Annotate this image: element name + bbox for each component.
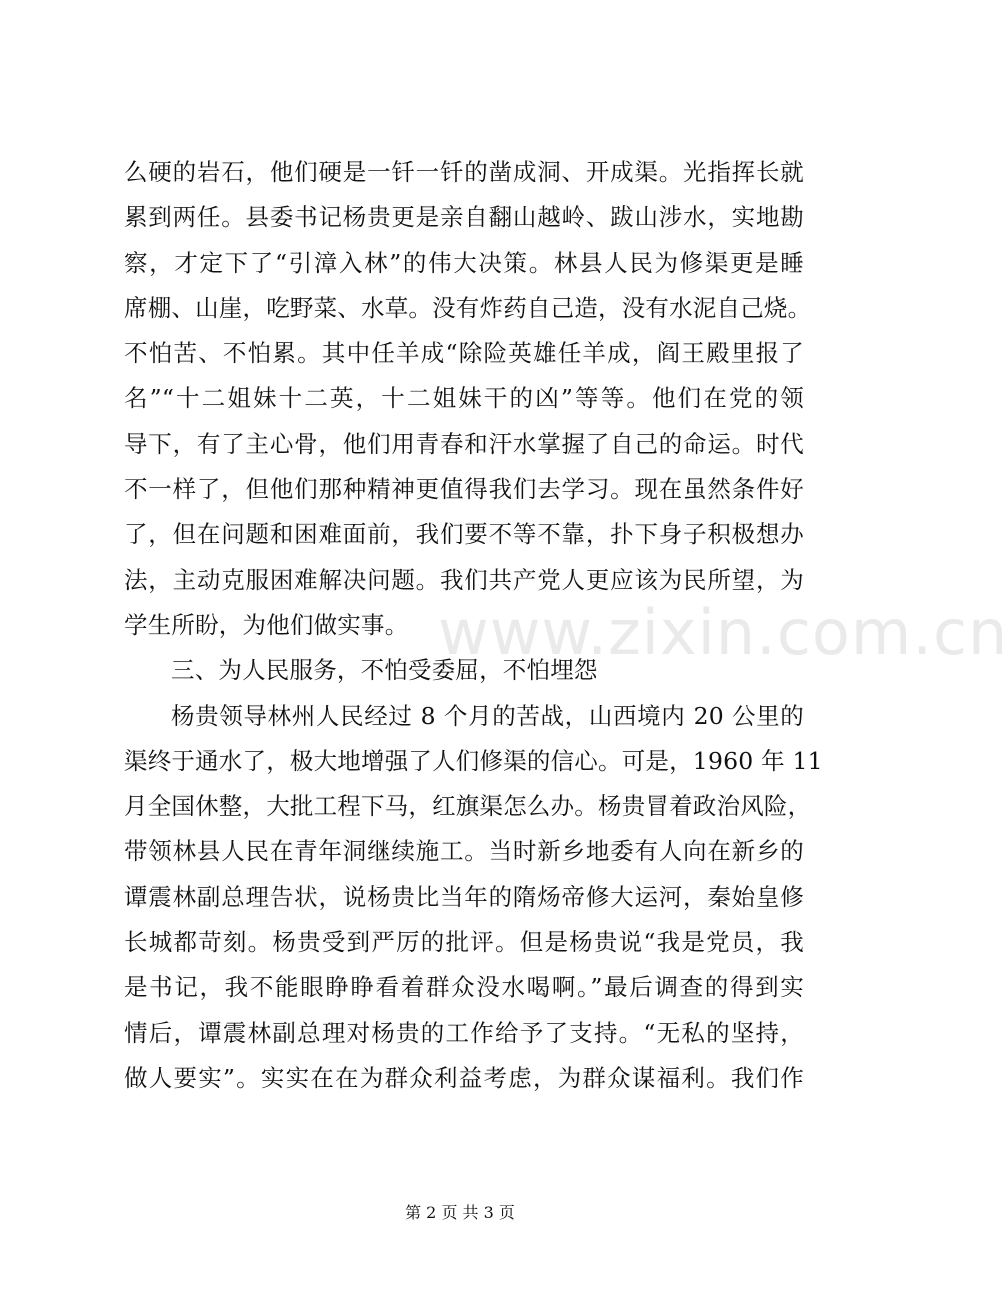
text-line: 累到两任。县委书记杨贵更是亲自翻山越岭、跋山涉水，实地勘 [124, 203, 804, 232]
body-text [124, 150, 823, 1101]
text-line: 不一样了，但他们那种精神更值得我们去学习。现在虽然条件好 [124, 475, 804, 504]
text-line: 渠终于通水了，极大地增强了人们修渠的信心。可是，1960 年 11 [124, 746, 823, 775]
text-line: 带领林县人民在青年洞继续施工。当时新乡地委有人向在新乡的 [124, 837, 804, 866]
text-line: 么硬的岩石，他们硬是一钎一钎的凿成洞、开成渠。光指挥长就 [124, 158, 804, 186]
text-line: 名”“十二姐妹十二英，十二姐妹干的凶”等等。他们在党的领 [124, 384, 804, 413]
page-number-footer: 第 2 页 共 3 页 [405, 1203, 515, 1222]
text-line: 情后，谭震林副总理对杨贵的工作给予了支持。“无私的坚持， [124, 1018, 804, 1047]
text-line: 法，主动克服困难解决问题。我们共产党人更应该为民所望，为 [124, 565, 804, 594]
text-line: 是书记，我不能眼睁睁看着群众没水喝啊。”最后调查的得到实 [124, 973, 804, 1002]
text-line: 杨贵领导林州人民经过 8 个月的苦战，山西境内 20 公里的 [171, 701, 804, 730]
text-line: 导下，有了主心骨，他们用青春和汗水掌握了自己的命运。时代 [124, 429, 804, 458]
text-line: 了，但在问题和困难面前，我们要不等不靠，扑下身子积极想办 [124, 520, 804, 549]
watermark: www.zixin.com.cn [438, 596, 1008, 669]
section-heading: 三、为人民服务，不怕受委屈，不怕埋怨 [171, 656, 598, 685]
text-line: 做人要实”。实实在在为群众利益考虑，为群众谋福利。我们作 [124, 1063, 804, 1092]
text-line: 月全国休整，大批工程下马，红旗渠怎么办。杨贵冒着政治风险， [124, 792, 812, 821]
text-line: 长城都苛刻。杨贵受到严厉的批评。但是杨贵说“我是党员，我 [124, 928, 804, 957]
text-line: 不怕苦、不怕累。其中任羊成“除险英雄任羊成，阎王殿里报了 [124, 339, 804, 368]
text-line: 席棚、山崖，吃野菜、水草。没有炸药自己造，没有水泥自己烧。 [124, 293, 812, 322]
text-line: 谭震林副总理告状，说杨贵比当年的隋炀帝修大运河，秦始皇修 [124, 882, 804, 911]
text-line: 察，才定下了“引漳入林”的伟大决策。林县人民为修渠更是睡 [124, 248, 804, 277]
text-line: 学生所盼，为他们做实事。 [124, 610, 409, 639]
